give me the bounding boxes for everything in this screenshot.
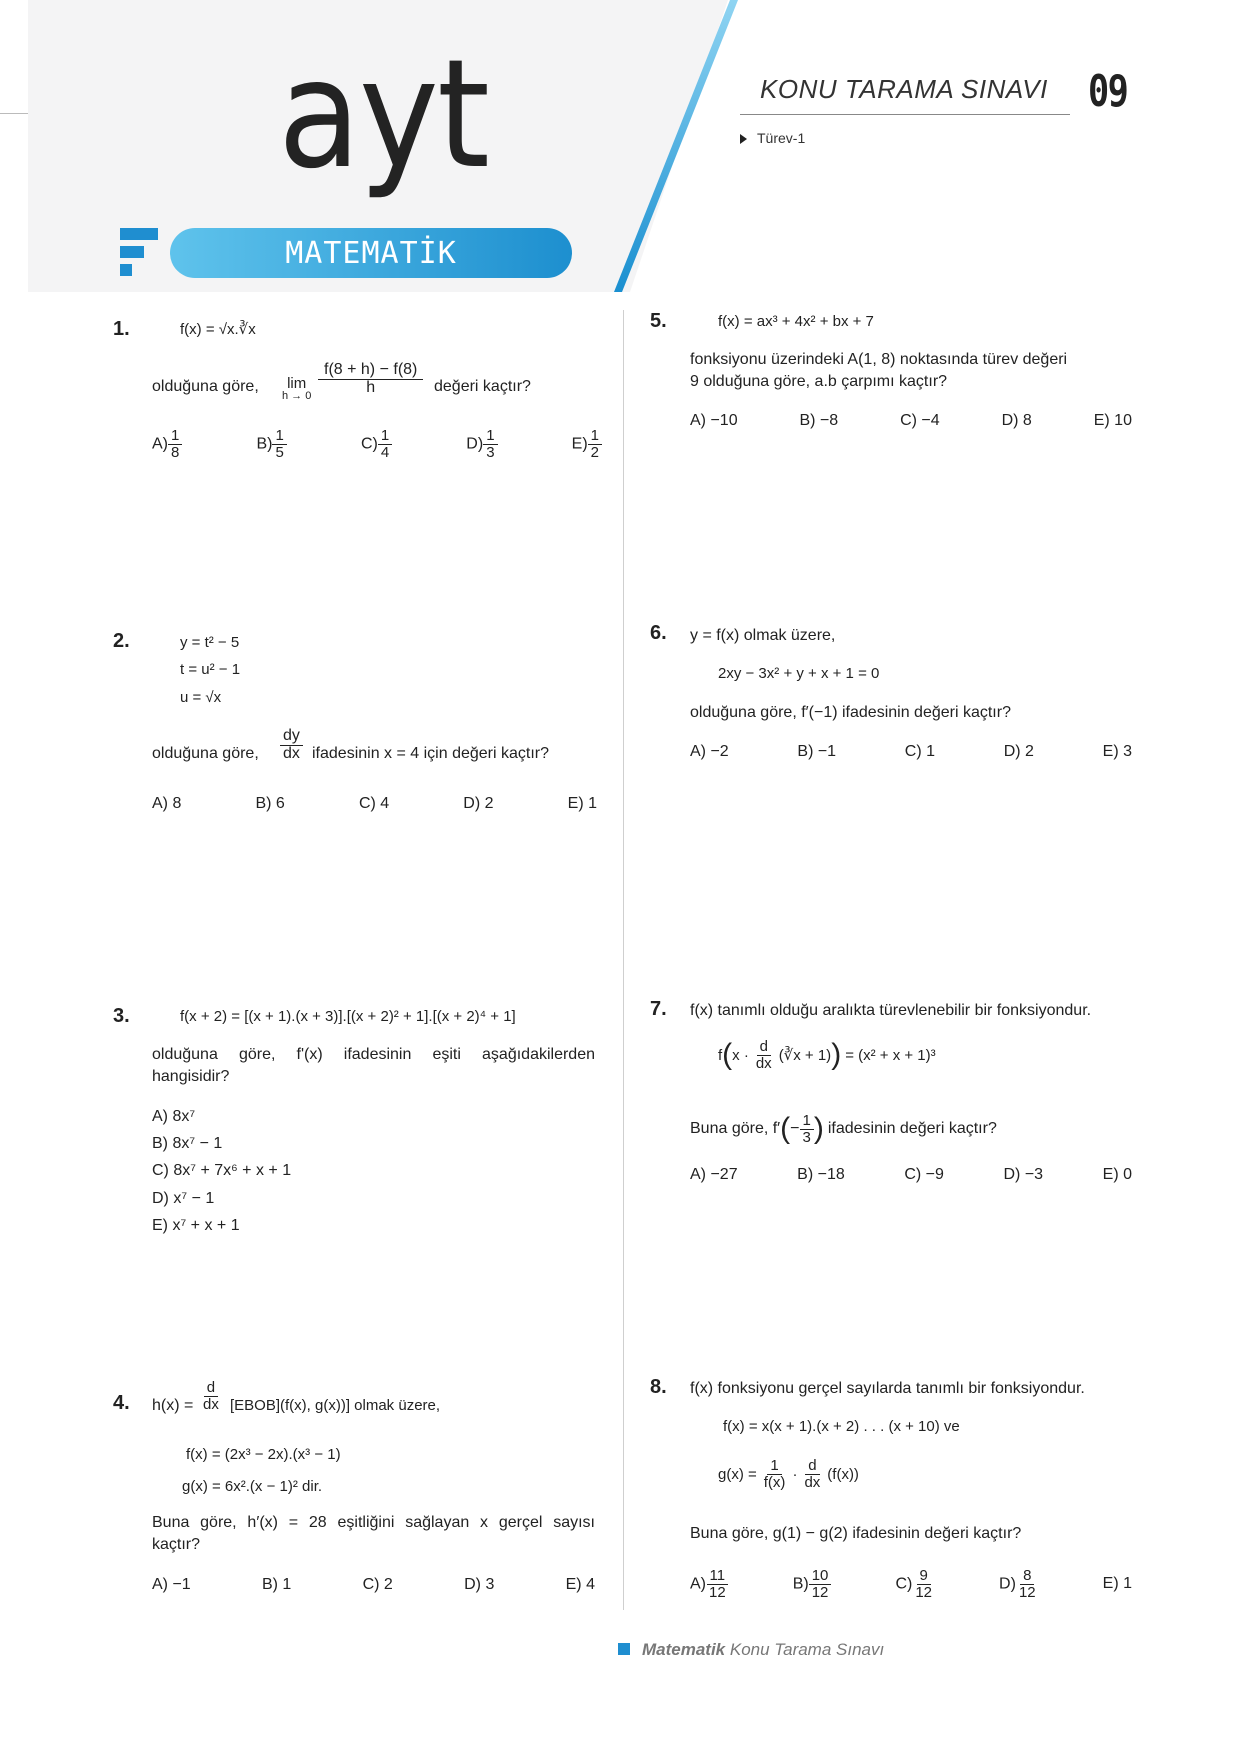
q7-option-c[interactable]: C) −9 [904,1166,944,1183]
q3-number: 3. [113,1005,130,1027]
q4-text-2: kaçtır? [152,1536,201,1553]
q2-number: 2. [113,630,130,652]
q2-line-3: u = √x [180,689,222,706]
q3-function: f(x + 2) = [(x + 1).(x + 3)].[(x + 2)² + 1].[(x + 2)⁴ + 1] [180,1008,516,1025]
subject-label: MATEMATİK [285,236,457,271]
footer-square-icon [618,1643,630,1655]
q6-text-1: olduğuna göre, f′(−1) ifadesinin değeri kaçtır? [690,704,1011,721]
q1-numerator: f(8 + h) − f(8) [318,362,423,380]
q3-option-c[interactable]: C) 8x⁷ + 7x⁶ + x + 1 [152,1162,292,1179]
q7-number: 7. [650,998,667,1020]
q8-text-0: f(x) fonksiyonu gerçel sayılarda tanımlı bir fonksiyondur. [690,1380,1085,1397]
q1-lead: olduğuna göre, [152,378,259,395]
q6-option-d[interactable]: D) 2 [1003,743,1034,760]
q1-limit [282,376,311,402]
q4-text-1: Buna göre, h′(x) = 28 eşitliğini sağlayan x gerçel sayısı [152,1514,595,1531]
triangle-bullet-icon [740,134,747,144]
q8-option-d[interactable]: D) $\frac{8}{12}$ [999,1567,1036,1601]
q1-lim-sub: h → 0 [282,390,312,402]
exam-title-rule [740,114,1070,115]
q7-text-0: f(x) tanımlı olduğu aralıkta türevlenebilir bir fonksiyondur. [690,1002,1092,1019]
q2-option-b[interactable]: B) 6 [255,795,285,812]
header-blue-stripe [610,0,760,292]
q2-option-e[interactable]: E) 1 [567,795,597,812]
topic-label: Türev-1 [757,130,806,146]
q8-number: 8. [650,1376,667,1398]
topic-line [740,130,805,146]
q1-denominator: h [366,378,376,396]
q1-option-a[interactable]: A) $\frac{1}{8}$ [152,428,182,461]
q7-option-a[interactable]: A) −27 [690,1166,738,1183]
q6-option-b[interactable]: B) −1 [797,743,837,760]
q1-difference-quotient [318,362,423,397]
q8-option-a[interactable]: A) $\frac{11}{12}$ [690,1568,729,1601]
q8-options [690,1568,1132,1601]
q5-function: f(x) = ax³ + 4x² + bx + 7 [718,313,874,330]
q2-derivative [280,728,303,763]
q4-f: f(x) = (2x³ − 2x).(x³ − 1) [186,1446,341,1463]
q8-g: g(x) = $\frac{1}{f(x)}$ · $\frac{d}{dx}$ (f(x)) [718,1457,859,1491]
exam-title: KONU TARAMA SINAVI [760,74,1048,104]
q4-g: g(x) = 6x².(x − 1)² dir. [182,1478,323,1495]
q2-line-1: y = t² − 5 [180,634,240,651]
q5-option-e[interactable]: E) 10 [1093,412,1132,429]
q5-number: 5. [650,310,667,332]
q4-options [152,1576,595,1594]
q3-option-d[interactable]: D) x⁷ − 1 [152,1190,215,1207]
q8-option-c[interactable]: C) $\frac{9}{12}$ [895,1567,933,1601]
q3-option-b[interactable]: B) 8x⁷ − 1 [152,1135,223,1152]
q2-line-2: t = u² − 1 [180,661,241,678]
q1-option-d[interactable]: D) $\frac{1}{3}$ [466,428,497,461]
q2-dy: dy [280,728,303,746]
q1-lim: lim [287,375,307,392]
exam-number: 09 [1088,66,1128,117]
q4-h-lead: h(x) = [152,1397,194,1414]
brand-logo-text: ayt [278,28,489,202]
q4-derivative: $\frac{d}{dx}$ [203,1379,219,1413]
q7-option-b[interactable]: B) −18 [797,1166,845,1183]
q5-text-2: 9 olduğuna göre, a.b çarpımı kaçtır? [690,373,948,390]
q3-text-1: olduğuna göre, f'(x) ifadesinin eşiti aşağıdakilerden [152,1046,595,1063]
q1-number: 1. [113,318,130,340]
footer-text [642,1640,884,1660]
q1-option-e[interactable]: E) $\frac{1}{2}$ [572,428,602,461]
q6-number: 6. [650,622,667,644]
q2-lead: olduğuna göre, [152,745,259,762]
q6-option-a[interactable]: A) −2 [690,743,729,760]
q5-option-c[interactable]: C) −4 [900,412,940,429]
footer-rest: Konu Tarama Sınavı [725,1640,885,1659]
q4-option-d[interactable]: D) 3 [464,1576,495,1593]
q1-function: f(x) = √x.∛x [180,321,256,338]
q6-text-0: y = f(x) olmak üzere, [690,627,836,644]
q6-option-c[interactable]: C) 1 [904,743,936,760]
q4-option-b[interactable]: B) 1 [261,1576,292,1593]
brand-mark-bar-2 [120,246,144,258]
q8-text-1: Buna göre, g(1) − g(2) ifadesinin değeri kaçtır? [690,1525,1022,1542]
subject-banner [170,228,572,278]
q1-options [152,428,602,461]
q4-option-e[interactable]: E) 4 [565,1576,595,1593]
q7-options [690,1166,1132,1184]
q5-option-d[interactable]: D) 8 [1001,412,1032,429]
q8-option-e[interactable]: E) 1 [1102,1575,1132,1593]
q6-options [690,743,1132,761]
brand-mark-bar-1 [120,228,158,240]
q1-option-b[interactable]: B) $\frac{1}{5}$ [256,428,286,461]
footer-subject: Matematik [642,1640,726,1659]
q5-options [690,412,1132,430]
q7-question: Buna göre, f′ ( − $\frac{1}{3}$ ) ifadesinin değeri kaçtır? [690,1111,997,1146]
q2-options [152,795,597,813]
q5-text-1: fonksiyonu üzerindeki A(1, 8) noktasında türev değeri [690,351,1068,368]
q5-option-b[interactable]: B) −8 [799,412,839,429]
q7-option-e[interactable]: E) 0 [1102,1166,1132,1183]
q4-h-tail: [EBOB](f(x), g(x))] olmak üzere, [230,1397,441,1414]
q7-option-d[interactable]: D) −3 [1003,1166,1044,1183]
column-divider [623,310,624,1610]
q3-text-2: hangisidir? [152,1068,230,1085]
q1-option-c[interactable]: C) $\frac{1}{4}$ [361,428,392,461]
q4-number: 4. [113,1392,130,1414]
q2-dx: dx [283,744,300,762]
q6-equation: 2xy − 3x² + y + x + 1 = 0 [718,665,880,682]
header-rule-left [0,113,28,114]
q4-option-a[interactable]: A) −1 [152,1576,191,1593]
q8-option-b[interactable]: B) $\frac{10}{12}$ [793,1568,832,1601]
q6-option-e[interactable]: E) 3 [1102,743,1132,760]
q3-option-a[interactable]: A) 8x⁷ [152,1108,196,1125]
q4-option-c[interactable]: C) 2 [362,1576,393,1593]
q5-option-a[interactable]: A) −10 [690,412,738,429]
q7-equation: f ( x · $\frac{d}{dx}$ (∛x + 1) ) = (x² + x + 1)³ [718,1037,936,1072]
q8-f: f(x) = x(x + 1).(x + 2) . . . (x + 10) ve [723,1418,960,1435]
q2-option-a[interactable]: A) 8 [152,795,182,812]
q3-option-e[interactable]: E) x⁷ + x + 1 [152,1217,240,1234]
brand-mark-bar-3 [120,264,132,276]
q2-option-d[interactable]: D) 2 [463,795,494,812]
q1-tail: değeri kaçtır? [434,378,531,395]
q2-option-c[interactable]: C) 4 [358,795,390,812]
q2-tail: ifadesinin x = 4 için değeri kaçtır? [312,745,550,762]
